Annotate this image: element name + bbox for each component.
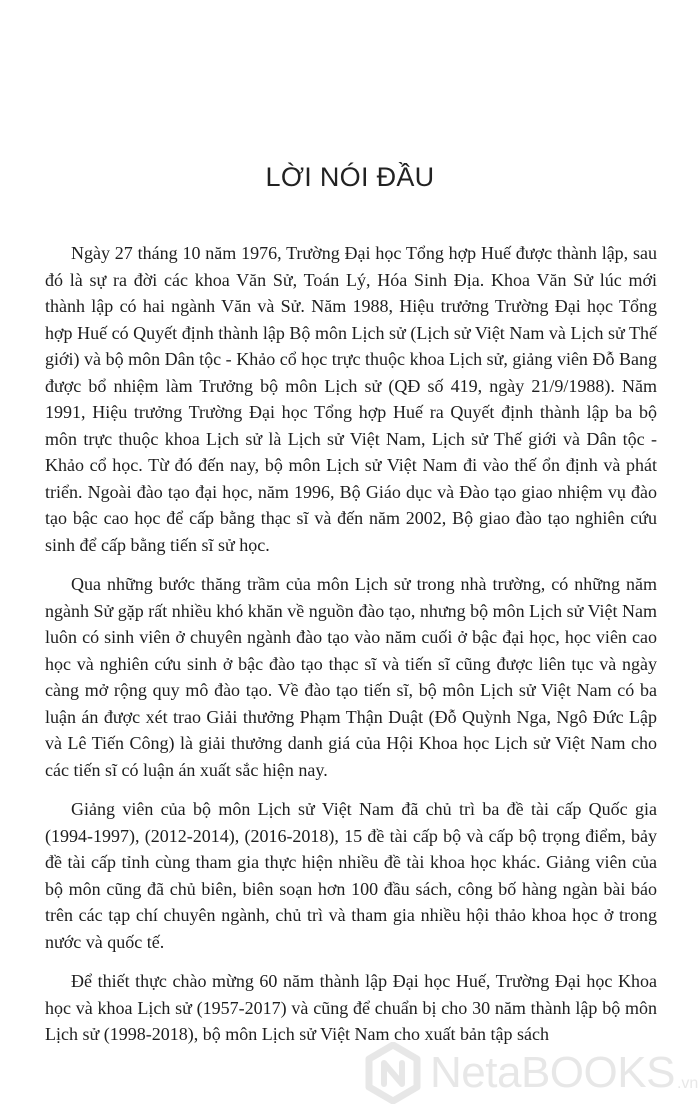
paragraph: Qua những bước thăng trầm của môn Lịch sử trong nhà trường, có những năm ngành Sử gặp rất nhiều khó khăn về nguồn đào tạo, nhưng bộ môn Lịch sử Việt Nam luôn có sinh viên ở chuyên ngành đào tạo vào năm cuối ở bậc đại học, học viên cao học và nghiên cứu sinh ở bậc đào tạo thạc sĩ và tiến sĩ cũng được liên tục và ngày càng mở rộng quy mô đào tạo. Về đào tạo tiến sĩ, bộ môn Lịch sử Việt Nam có ba luận án được xét trao Giải thưởng Phạm Thận Duật (Đỗ Quỳnh Nga, Ngô Đức Lập và Lê Tiến Công) là giải thưởng danh giá của Hội Khoa học Lịch sử Việt Nam cho các tiến sĩ có luận án xuất sắc hiện nay. bbox=[45, 574, 657, 780]
paragraph: Để thiết thực chào mừng 60 năm thành lập Đại học Huế, Trường Đại học Khoa học và khoa Lịch sử (1957-2017) và cũng để chuẩn bị cho 30 năm thành lập bộ môn Lịch sử (1998-2018), bộ môn Lịch sử Việt Nam cho xuất bản tập sách bbox=[45, 971, 657, 1044]
watermark-suffix: .vn bbox=[676, 1075, 699, 1092]
paragraph: Ngày 27 tháng 10 năm 1976, Trường Đại học Tổng hợp Huế được thành lập, sau đó là sự ra đời các khoa Văn Sử, Toán Lý, Hóa Sinh Địa. Khoa Văn Sử lúc mới thành lập có hai ngành Văn và Sử. Năm 1988, Hiệu trưởng Trường Đại học Tổng hợp Huế có Quyết định thành lập Bộ môn Lịch sử (Lịch sử Việt Nam và Lịch sử Thế giới) và bộ môn Dân tộc - Khảo cổ học trực thuộc khoa Lịch sử, giảng viên Đỗ Bang được bổ nhiệm làm Trưởng bộ môn Lịch sử (QĐ số 419, ngày 21/9/1988). Năm 1991, Hiệu trưởng Trường Đại học Tổng hợp Huế ra Quyết định thành lập ba bộ môn trực thuộc khoa Lịch sử là Lịch sử Việt Nam, Lịch sử Thế giới và Dân tộc - Khảo cổ học. Từ đó đến nay, bộ môn Lịch sử Việt Nam đi vào thế ổn định và phát triển. Ngoài đào tạo đại học, năm 1996, Bộ Giáo dục và Đào tạo giao nhiệm vụ đào tạo bậc cao học để cấp bằng thạc sĩ và đến năm 2002, Bộ giao đào tạo nghiên cứu sinh để cấp bằng tiến sĩ sử học. bbox=[45, 243, 657, 555]
page-title: LỜI NÓI ĐẦU bbox=[265, 162, 435, 192]
body-text bbox=[45, 240, 657, 1061]
paragraph: Giảng viên của bộ môn Lịch sử Việt Nam đã chủ trì ba đề tài cấp Quốc gia (1994-1997), (2012-2014), (2016-2018), 15 đề tài cấp bộ và cấp bộ trọng điểm, bảy đề tài cấp tỉnh cùng tham gia thực hiện nhiều đề tài khoa học khác. Giảng viên của bộ môn cũng đã chủ biên, biên soạn hơn 100 đầu sách, công bố hàng ngàn bài báo trên các tạp chí chuyên ngành, chủ trì và tham gia nhiều hội thảo khoa học ở trong nước và quốc tế. bbox=[45, 799, 657, 952]
watermark-text: NetaBOOKS bbox=[430, 1048, 675, 1097]
